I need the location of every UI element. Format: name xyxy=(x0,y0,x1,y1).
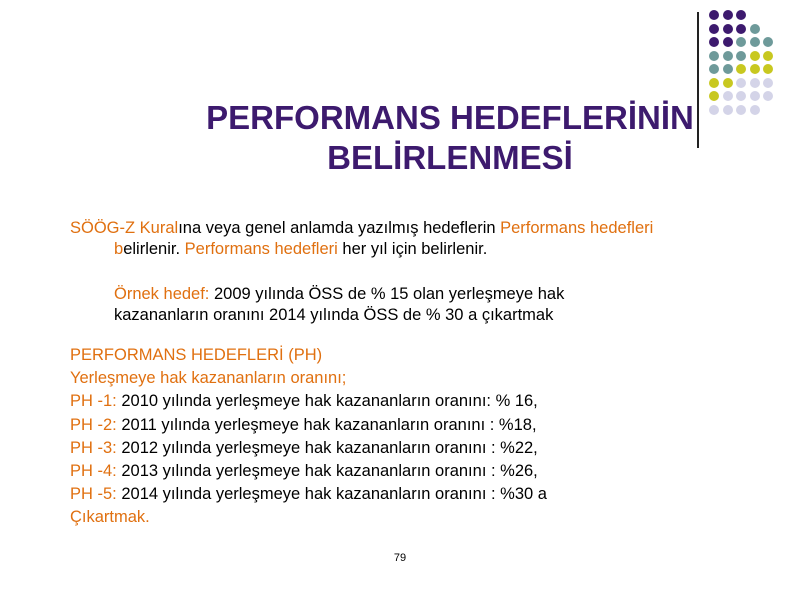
ph-item xyxy=(70,414,770,437)
slide-title-line2: BELİRLENMESİ xyxy=(327,139,573,176)
performance-goals-list xyxy=(70,344,770,530)
decorative-dot xyxy=(763,78,773,88)
ph-item xyxy=(70,437,770,460)
intro-highlight-letter: b xyxy=(114,240,124,258)
decorative-dot xyxy=(723,51,733,61)
example-text-1: 2009 yılında ÖSS de % 15 olan yerleşmeye hak xyxy=(209,285,565,303)
decorative-dot xyxy=(709,10,719,20)
intro-text-3: her yıl için belirlenir. xyxy=(337,240,488,258)
decorative-dot xyxy=(709,24,719,34)
decorative-dot xyxy=(750,51,760,61)
ph-item-label: PH -2: xyxy=(70,415,117,434)
intro-highlight-performance: Performans hedefleri xyxy=(500,219,654,237)
intro-highlight-performance-2: Performans hedefleri xyxy=(184,240,338,258)
decorative-dot xyxy=(709,78,719,88)
intro-text-2: elirlenir. xyxy=(123,240,185,258)
decorative-dot xyxy=(763,64,773,74)
decorative-dot xyxy=(763,37,773,47)
ph-subheading: Yerleşmeye hak kazananların oranını; xyxy=(70,369,347,388)
intro-text: ına veya genel anlamda yazılmış hedeflerin xyxy=(178,219,501,237)
ph-closing: Çıkartmak. xyxy=(70,508,150,527)
ph-item-text: 2010 yılında yerleşmeye hak kazananların oranını: % 16, xyxy=(116,392,538,411)
decorative-dot xyxy=(723,10,733,20)
ph-item xyxy=(70,460,770,483)
decorative-dot xyxy=(750,37,760,47)
decorative-dot xyxy=(736,10,746,20)
ph-item-text: 2012 yılında yerleşmeye hak kazananların oranını : %22, xyxy=(116,438,538,457)
ph-item-label: PH -5: xyxy=(70,485,117,504)
intro-highlight-rule: SÖÖG-Z Kural xyxy=(70,219,179,237)
ph-item-text: 2011 yılında yerleşmeye hak kazananların oranını : %18, xyxy=(116,415,537,434)
ph-item xyxy=(70,390,770,413)
decorative-dot xyxy=(763,91,773,101)
page-number: 79 xyxy=(393,552,407,564)
ph-heading: PERFORMANS HEDEFLERİ (PH) xyxy=(70,346,323,364)
ph-item xyxy=(70,483,770,506)
example-paragraph xyxy=(114,284,764,326)
decorative-dot xyxy=(736,24,746,34)
ph-item-label: PH -4: xyxy=(70,462,117,481)
decorative-dot xyxy=(750,78,760,88)
ph-item-text: 2014 yılında yerleşmeye hak kazananların oranını : %30 a xyxy=(116,485,547,504)
decorative-dot xyxy=(736,37,746,47)
ph-item-text: 2013 yılında yerleşmeye hak kazananların oranını : %26, xyxy=(116,462,538,481)
decorative-dot xyxy=(723,78,733,88)
example-label: Örnek hedef: xyxy=(114,285,210,303)
decorative-dot xyxy=(736,64,746,74)
decorative-dot xyxy=(709,37,719,47)
decorative-dot xyxy=(736,51,746,61)
ph-item-label: PH -3: xyxy=(70,438,117,457)
decorative-dot xyxy=(709,64,719,74)
decorative-dot xyxy=(723,64,733,74)
decorative-dot xyxy=(763,51,773,61)
decorative-dot xyxy=(723,37,733,47)
decorative-dot xyxy=(750,64,760,74)
slide-title-line1: PERFORMANS HEDEFLERİNİN xyxy=(206,99,694,136)
decorative-dot xyxy=(750,24,760,34)
decorative-dot xyxy=(709,51,719,61)
ph-item-label: PH -1: xyxy=(70,392,117,411)
intro-paragraph xyxy=(70,218,760,260)
decorative-dot xyxy=(723,24,733,34)
example-text-2: kazananların oranını 2014 yılında ÖSS de % 30 a çıkartmak xyxy=(114,306,554,324)
slide-title xyxy=(140,98,760,178)
decorative-dot xyxy=(736,78,746,88)
